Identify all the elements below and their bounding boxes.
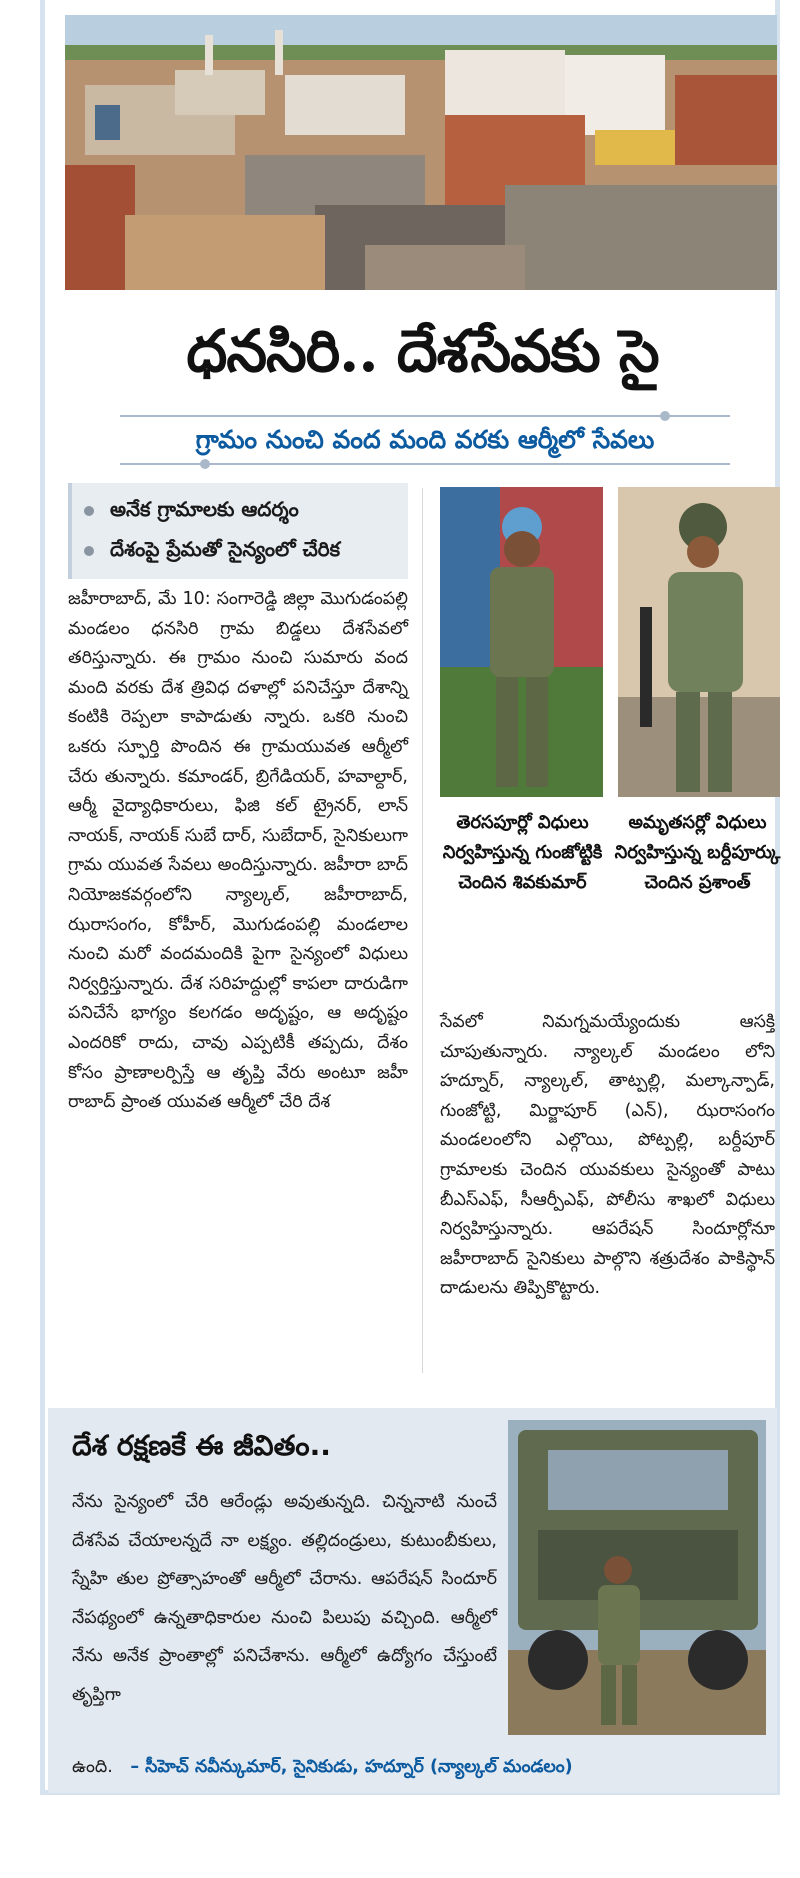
quote-signature: – సీహెచ్ నవీన్కుమార్, సైనికుడు, హద్నూర్ (న్యాల్కల్ మండలం) <box>130 1757 573 1777</box>
quote-attribution <box>72 1752 573 1782</box>
soldier-photo-naveenkumar <box>508 1420 766 1735</box>
soldier-photo-prashanth <box>618 487 780 797</box>
highlight-item <box>84 531 396 571</box>
subheadline-banner <box>120 415 730 465</box>
subheadline-rule-bottom <box>120 463 730 465</box>
highlight-text: దేశంపై ప్రేమతో సైన్యంలో చేరిక <box>110 536 341 561</box>
column-divider <box>422 488 423 1373</box>
photo-caption-prashanth: అమృతసర్లో విధులు నిర్వహిస్తున్న బర్దీపూర్కు చెందిన ప్రశాంత్ <box>614 812 781 893</box>
photo-caption-shivakumar: తెరసపూర్లో విధులు నిర్వహిస్తున్న గుంజోట్టికి చెందిన శివకుమార్ <box>442 812 603 893</box>
article-body-left <box>68 585 408 1118</box>
headline: ధనసిరి.. దేశసేవకు సై <box>186 317 659 385</box>
highlight-text: అనేక గ్రామాలకు ఆదర్శం <box>110 496 299 521</box>
subheadline: గ్రామం నుంచి వంద మంది వరకు ఆర్మీలో సేవలు <box>195 425 655 454</box>
rule-dot <box>660 411 670 421</box>
subheadline-rule-top <box>120 415 730 417</box>
quote-box-text: నేను సైన్యంలో చేరి ఆరేండ్లు అవుతున్నది. చిన్ననాటి నుంచే దేశసేవ చేయాలన్నదే నా లక్ష్యం. తల్లిదండ్రులు, కుటుంబీకులు, స్నేహి తుల ప్రోత్సాహంతో ఆర్మీలో చేరాను. ఆపరేషన్ సిందూర్ నేపథ్యంలో ఉన్నతాధికారుల నుంచి పిలుపు వచ్చింది. ఆర్మీలో నేను అనేక ప్రాంతాల్లో పనిచేశాను. ఆర్మీలో ఉద్యోగం చేస్తుంటే తృప్తిగా <box>72 1492 497 1705</box>
village-photo <box>65 15 777 290</box>
body-paragraph: సేవలో నిమగ్నమయ్యేందుకు ఆసక్తి చూపుతున్నారు. న్యాల్కల్ మండలం లోని హద్నూర్, న్యాల్కల్, తాట్పల్లి, మల్కాన్పాడ్, గుంజోట్టి, మిర్జాపూర్ (ఎన్), ఝరాసంగం మండలంలోని ఎల్గొయి, పోట్పల్లి, బర్దీపూర్ గ్రామాలకు చెందిన యువకులు సైన్యంతో పాటు బీఎస్ఎఫ్, సీఆర్పీఎఫ్, పోలీసు శాఖలో విధులు నిర్వహిస్తున్నారు. ఆపరేషన్ సిందూర్లోనూ జహీరాబాద్ సైనికులు పాల్గొని శత్రుదేశం పాకిస్థాన్ దాడులను తిప్పికొట్టారు. <box>440 1012 775 1299</box>
bullet-icon <box>84 546 94 556</box>
rule-dot <box>200 459 210 469</box>
quote-closing: ఉంది. <box>72 1757 113 1777</box>
quote-box-title: దేశ రక్షణకే ఈ జీవితం.. <box>72 1429 331 1462</box>
soldier-photo-shivakumar <box>440 487 603 797</box>
highlights-box <box>68 483 408 579</box>
body-paragraph: జహీరాబాద్, మే 10: సంగారెడ్డి జిల్లా మొగుడంపల్లి మండలం ధనసిరి గ్రామ బిడ్డలు దేశసేవలో తరిస్తున్నారు. ఈ గ్రామం నుంచి సుమారు వంద మంది వరకు దేశ త్రివిధ దళాల్లో పనిచేస్తూ దేశాన్ని కంటికి రెప్పలా కాపాడుతు న్నారు. ఒకరి నుంచి ఒకరు స్ఫూర్తి పొందిన ఈ గ్రామయువత ఆర్మీలో చేరు తున్నారు. కమాండర్, బ్రిగేడియర్, హవాల్దార్, ఆర్మీ వైద్యాధికారులు, ఫిజి కల్ ట్రైనర్, లాన్ నాయక్, నాయక్ సుబే దార్, సుబేదార్, సైనికులుగా గ్రామ యువత సేవలు అందిస్తున్నారు. జహీరా బాద్ నియోజకవర్గంలోని న్యాల్కల్, జహీరాబాద్, ఝరాసంగం, కోహీర్, మొగుడంపల్లి మండలాల నుంచి మరో వందమందికి పైగా సైన్యంలో విధులు నిర్వర్తిస్తున్నారు. దేశ సరిహద్దుల్లో కాపలా దారుడిగా పనిచేసే భాగ్యం కలగడం అదృష్టం, ఆ అదృష్టం ఎందరికో రాదు, చావు ఎప్పటికీ తప్పదు, దేశం కోసం ప్రాణాలర్పిస్తే ఆ తృప్తి వేరు అంటూ జహీ రాబాద్ ప్రాంత యువత ఆర్మీలో చేరి దేశ <box>68 589 408 1113</box>
bullet-icon <box>84 506 94 516</box>
article-body-right <box>440 1008 775 1304</box>
highlight-item <box>84 491 396 531</box>
